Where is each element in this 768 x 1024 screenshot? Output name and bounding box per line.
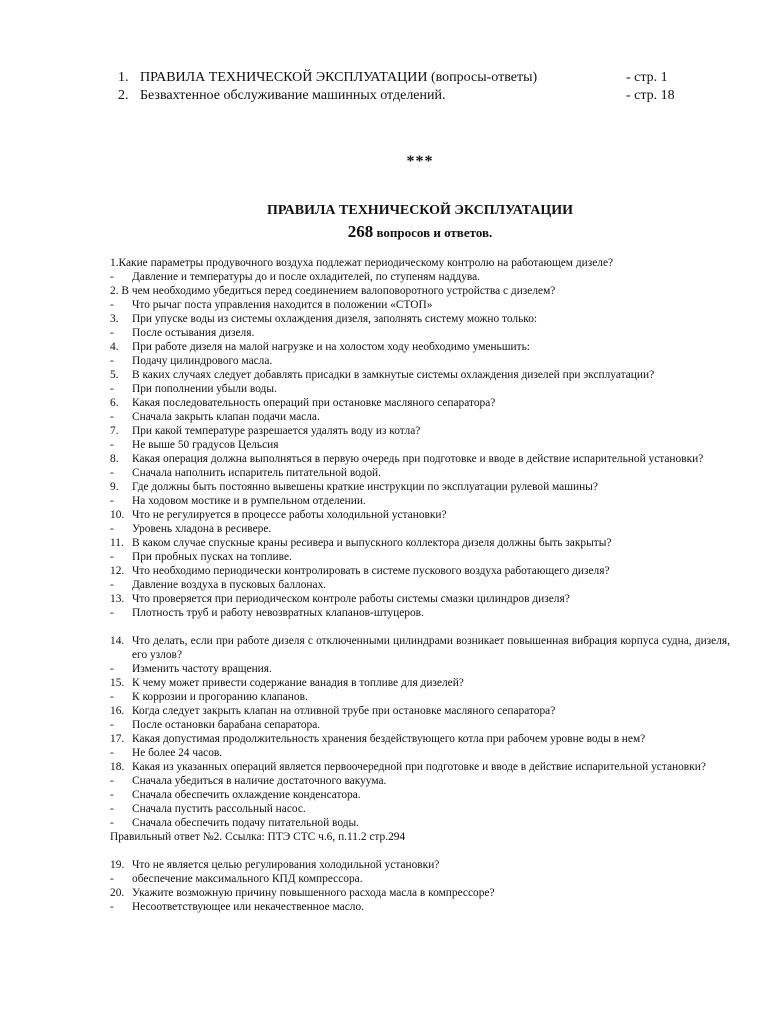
question-number: 14.	[110, 635, 125, 647]
question-line	[110, 340, 730, 354]
answer-line	[110, 438, 730, 452]
question-line	[110, 830, 730, 844]
question-text: Какая операция должна выполняться в первую очередь при подготовке и вводе в действие испарительной установки?	[132, 453, 704, 465]
question-line	[110, 312, 730, 326]
question-line	[110, 886, 730, 900]
question-text: Что не является целью регулирования холодильной установки?	[132, 859, 440, 871]
answer-line	[110, 788, 730, 802]
answer-line	[110, 522, 730, 536]
question-line	[110, 858, 730, 872]
question-number: 10.	[110, 509, 125, 521]
toc-entry	[118, 69, 718, 87]
answer-text: Сначала наполнить испаритель питательной водой.	[132, 467, 381, 479]
answer-line	[110, 410, 730, 424]
answer-text: При пополнении убыли воды.	[132, 383, 277, 395]
answer-dash: -	[110, 691, 114, 703]
answer-dash: -	[110, 901, 114, 913]
answer-line	[110, 578, 730, 592]
question-line	[110, 564, 730, 578]
question-line	[110, 256, 730, 270]
question-text: Укажите возможную причину повышенного расхода масла в компрессоре?	[132, 887, 495, 899]
question-number: 6.	[110, 397, 119, 409]
answer-dash: -	[110, 873, 114, 885]
answer-line	[110, 326, 730, 340]
paragraph-gap	[110, 620, 730, 634]
answer-line	[110, 270, 730, 284]
answer-dash: -	[110, 495, 114, 507]
answer-text: Подачу цилиндрового масла.	[132, 355, 273, 367]
answer-text: После остывания дизеля.	[132, 327, 255, 339]
question-text: Где должны быть постоянно вывешены краткие инструкции по эксплуатации рулевой машины?	[132, 481, 598, 493]
answer-text: обеспечение максимального КПД компрессора.	[132, 873, 363, 885]
answer-dash: -	[110, 579, 114, 591]
answer-line	[110, 802, 730, 816]
question-text: При какой температуре разрешается удалять воду из котла?	[132, 425, 421, 437]
answer-line	[110, 466, 730, 480]
toc-entry-page: - стр. 18	[626, 88, 675, 103]
answer-dash: -	[110, 383, 114, 395]
toc-entry-number: 2.	[118, 88, 129, 103]
answer-dash: -	[110, 789, 114, 801]
answer-line	[110, 718, 730, 732]
question-number: 4.	[110, 341, 119, 353]
question-line	[110, 760, 730, 774]
question-text: Что необходимо периодически контролировать в системе пускового воздуха работающего дизеля?	[132, 565, 610, 577]
question-number: 9.	[110, 481, 119, 493]
answer-text: Сначала закрыть клапан подачи масла.	[132, 411, 320, 423]
question-line	[110, 732, 730, 746]
question-line	[110, 452, 730, 466]
answer-dash: -	[110, 663, 114, 675]
question-number: 19.	[110, 859, 125, 871]
question-number: 18.	[110, 761, 125, 773]
question-line	[110, 634, 730, 662]
answer-dash: -	[110, 551, 114, 563]
question-number: 16.	[110, 705, 125, 717]
answer-line	[110, 774, 730, 788]
answer-dash: -	[110, 327, 114, 339]
answer-text: Сначала обеспечить охлаждение конденсатора.	[132, 789, 361, 801]
answer-line	[110, 690, 730, 704]
question-text: Какая последовательность операций при остановке масляного сепаратора?	[132, 397, 496, 409]
answer-line	[110, 606, 730, 620]
answer-dash: -	[110, 271, 114, 283]
answer-text: Изменить частоту вращения.	[132, 663, 272, 675]
subtitle-text: вопросов и ответов.	[373, 225, 493, 240]
question-text: Когда следует закрыть клапан на отливной трубе при остановке масляного сепаратора?	[132, 705, 556, 717]
paragraph-gap	[110, 844, 730, 858]
table-of-contents	[118, 69, 718, 105]
answer-dash: -	[110, 355, 114, 367]
question-line	[110, 592, 730, 606]
answer-line	[110, 550, 730, 564]
answer-dash: -	[110, 775, 114, 787]
answer-line	[110, 816, 730, 830]
answer-text: Сначала убедиться в наличие достаточного вакуума.	[132, 775, 387, 787]
answer-dash: -	[110, 439, 114, 451]
answer-text: Что рычаг поста управления находится в положении «СТОП»	[132, 299, 433, 311]
question-text: В каких случаях следует добавлять присадки в замкнутые системы охлаждения дизелей при эксплуатации?	[132, 369, 655, 381]
toc-entry-title: Безвахтенное обслуживание машинных отделений.	[140, 88, 446, 103]
answer-text: На ходовом мостике и в румпельном отделении.	[132, 495, 366, 507]
question-text: Что проверяется при периодическом контроле работы системы смазки цилиндров дизеля?	[132, 593, 570, 605]
question-count: 268	[347, 222, 374, 241]
question-number: 20.	[110, 887, 125, 899]
answer-dash: -	[110, 467, 114, 479]
question-line	[110, 508, 730, 522]
section-separator: ***	[406, 153, 434, 170]
answer-text: Уровень хладона в ресивере.	[132, 523, 272, 535]
question-line	[110, 480, 730, 494]
answer-dash: -	[110, 299, 114, 311]
answer-text: Сначала пустить рассольный насос.	[132, 803, 306, 815]
answer-text: После остановки барабана сепаратора.	[132, 719, 321, 731]
answer-line	[110, 494, 730, 508]
question-line	[110, 396, 730, 410]
question-line	[110, 676, 730, 690]
question-number: 17.	[110, 733, 125, 745]
answer-dash: -	[110, 803, 114, 815]
answer-text: При пробных пусках на топливе.	[132, 551, 292, 563]
answer-text: Несоответствующее или некачественное масло.	[132, 901, 364, 913]
question-text: Какая из указанных операций является первоочередной при подготовке и вводе в действие испарительной установки?	[132, 761, 706, 773]
question-text: Правильный ответ №2. Ссылка: ПТЭ СТС ч.6, п.11.2 стр.294	[110, 831, 406, 843]
answer-dash: -	[110, 523, 114, 535]
answer-line	[110, 354, 730, 368]
question-number: 13.	[110, 593, 125, 605]
question-number: 5.	[110, 369, 119, 381]
answer-text: Давление воздуха в пусковых баллонах.	[132, 579, 327, 591]
question-number: 3.	[110, 313, 119, 325]
question-text: В каком случае спускные краны ресивера и выпускного коллектора дизеля должны быть закрыты?	[132, 537, 612, 549]
question-text: 2. В чем необходимо убедиться перед соединением валоповоротного устройства с дизелем?	[110, 285, 556, 297]
question-text: Что делать, если при работе дизеля с отключенными цилиндрами возникает повышенная вибрация корпуса судна, дизеля, его узлов?	[132, 635, 730, 661]
questions-answers-list	[110, 256, 730, 914]
answer-text: К коррозии и прогоранию клапанов.	[132, 691, 308, 703]
question-number: 8.	[110, 453, 119, 465]
question-number: 12.	[110, 565, 125, 577]
question-line	[110, 368, 730, 382]
answer-text: Давление и температуры до и после охладителей, по ступеням наддува.	[132, 271, 481, 283]
question-line	[110, 704, 730, 718]
question-line	[110, 424, 730, 438]
answer-line	[110, 900, 730, 914]
answer-dash: -	[110, 747, 114, 759]
question-text: При упуске воды из системы охлаждения дизеля, заполнять систему можно только:	[132, 313, 538, 325]
question-text: При работе дизеля на малой нагрузке и на холостом ходу необходимо уменьшить:	[132, 341, 530, 353]
question-text: К чему может привести содержание ванадия в топливе для дизелей?	[132, 677, 464, 689]
toc-entry-title: ПРАВИЛА ТЕХНИЧЕСКОЙ ЭКСПЛУАТАЦИИ (вопросы-ответы)	[140, 70, 538, 85]
question-text: Что не регулируется в процессе работы холодильной установки?	[132, 509, 447, 521]
toc-entry-page: - стр. 1	[626, 70, 668, 85]
answer-line	[110, 382, 730, 396]
answer-dash: -	[110, 719, 114, 731]
question-text: Какая допустимая продолжительность хранения бездействующего котла при рабочем уровне воды в нем?	[132, 733, 646, 745]
answer-dash: -	[110, 411, 114, 423]
answer-text: Плотность труб и работу невозвратных клапанов-штуцеров.	[132, 607, 424, 619]
question-number: 11.	[110, 537, 124, 549]
question-line	[110, 284, 730, 298]
answer-line	[110, 662, 730, 676]
question-text: 1.Какие параметры продувочного воздуха подлежат периодическому контролю на работающем дизеле?	[110, 257, 614, 269]
question-line	[110, 536, 730, 550]
toc-entry-number: 1.	[118, 70, 129, 85]
document-subtitle	[0, 222, 768, 242]
answer-line	[110, 746, 730, 760]
answer-text: Не более 24 часов.	[132, 747, 223, 759]
question-number: 7.	[110, 425, 119, 437]
answer-text: Сначала обеспечить подачу питательной воды.	[132, 817, 360, 829]
answer-dash: -	[110, 607, 114, 619]
answer-line	[110, 298, 730, 312]
toc-entry	[118, 87, 718, 105]
document-title: ПРАВИЛА ТЕХНИЧЕСКОЙ ЭКСПЛУАТАЦИИ	[266, 203, 574, 218]
answer-text: Не выше 50 градусов Цельсия	[132, 439, 279, 451]
answer-dash: -	[110, 817, 114, 829]
question-number: 15.	[110, 677, 125, 689]
answer-line	[110, 872, 730, 886]
